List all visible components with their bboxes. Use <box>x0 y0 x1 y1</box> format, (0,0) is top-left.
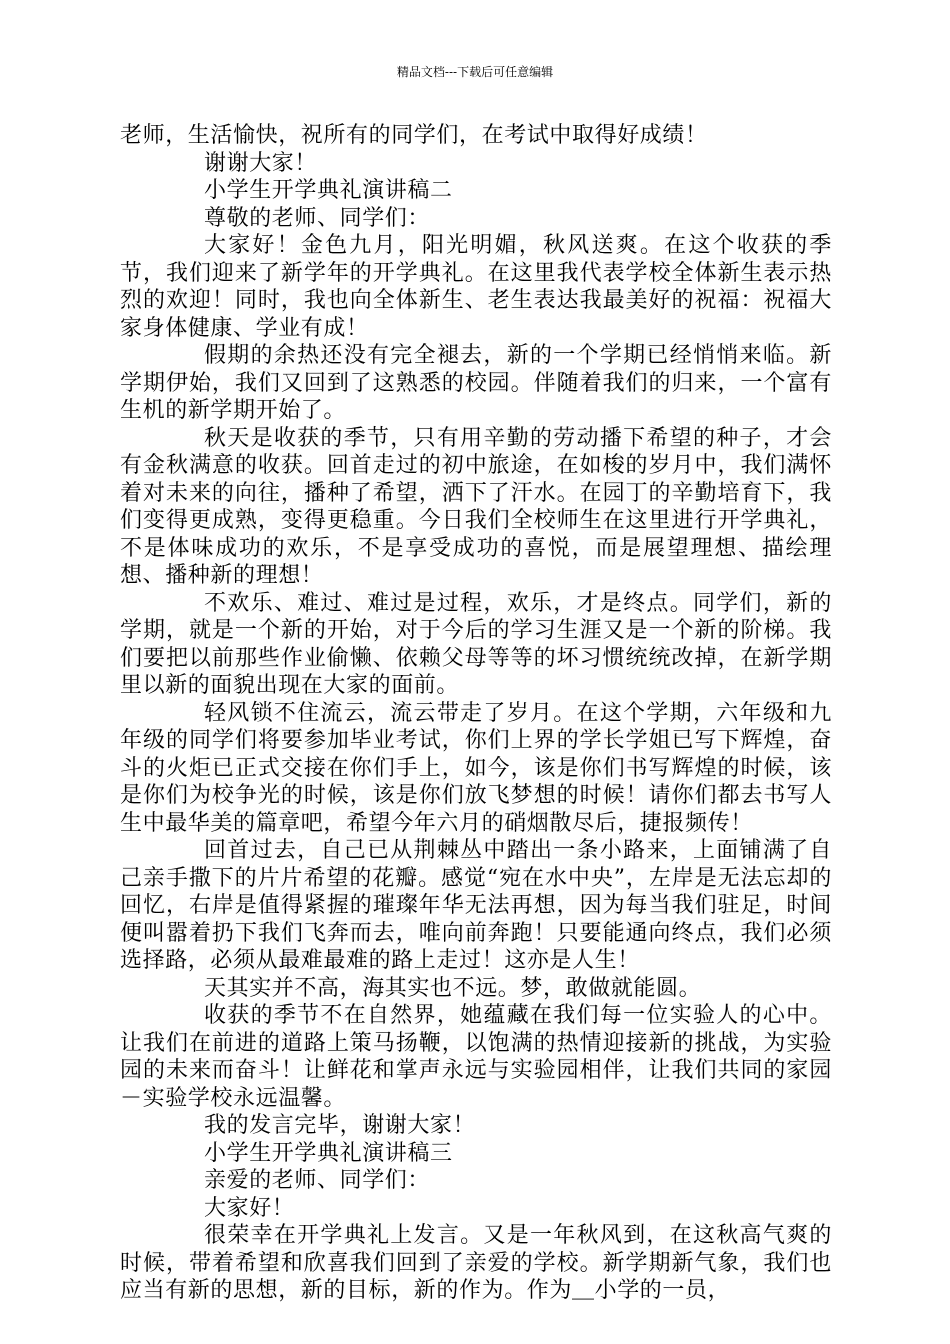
paragraph: 很荣幸在开学典礼上发言。又是一年秋风到，在这秋高气爽的时候，带着希望和欣喜我们回到了亲爱的学校。新学期新气象，我们也应当有新的思想，新的目标，新的作为。作为＿小学的一员， <box>120 1223 832 1303</box>
salutation: 尊敬的老师、同学们： <box>204 205 431 231</box>
paragraph: 天其实并不高，海其实也不远。梦，敢做就能圆。 <box>204 975 702 1001</box>
paragraph: 轻风锁不住流云，流云带走了岁月。在这个学期，六年级和九年级的同学们将要参加毕业考试，你们上界的学长学姐已写下辉煌，奋斗的火炬已正式交接在你们手上，如今，该是你们书写辉煌的时候，该是你们为校争光的时候，该是你们放飞梦想的时候！请你们都去书写人生中最华美的篇章吧，希望今年六月的硝烟散尽后，捷报频传！ <box>120 700 832 836</box>
section-title: 小学生开学典礼演讲稿三 <box>204 1140 453 1166</box>
page-header: 精品文档---下载后可任意编辑 <box>396 65 554 79</box>
section-title: 小学生开学典礼演讲稿二 <box>204 178 453 203</box>
document-body <box>120 122 832 1305</box>
paragraph: 谢谢大家！ <box>204 150 318 176</box>
paragraph: 大家好！金色九月，阳光明媚，秋风送爽。在这个收获的季节，我们迎来了新学年的开学典礼。在这里我代表学校全体新生表示热烈的欢迎！同时，我也向全体新生、老生表达我最美好的祝福：祝福大家身体健康、学业有成！ <box>120 233 832 341</box>
paragraph: 老师，生活愉快，祝所有的同学们，在考试中取得好成绩！ <box>120 123 708 148</box>
paragraph: 我的发言完毕，谢谢大家！ <box>204 1113 476 1138</box>
paragraph: 大家好！ <box>204 1195 295 1221</box>
paragraph: 收获的季节不在自然界，她蕴藏在我们每一位实验人的心中。让我们在前进的道路上策马扬鞭，以饱满的热情迎接新的挑战，为实验园的未来而奋斗！让鲜花和掌声永远与实验园相伴，让我们共同的家园－实验学校永远温馨。 <box>120 1003 832 1111</box>
paragraph: 假期的余热还没有完全褪去，新的一个学期已经悄悄来临。新学期伊始，我们又回到了这熟悉的校园。伴随着我们的归来，一个富有生机的新学期开始了。 <box>120 343 832 423</box>
paragraph: 回首过去，自己已从荆棘丛中踏出一条小路来，上面铺满了自己亲手撒下的片片希望的花瓣。感觉“宛在水中央”，左岸是无法忘却的回忆，右岸是值得紧握的璀璨年华无法再想，因为每当我们驻足，时间便叫嚣着扔下我们飞奔而去，唯向前奔跑！只要能通向终点，我们必须选择路，必须从最难最难的路上走过！这亦是人生！ <box>120 838 832 973</box>
salutation: 亲爱的老师、同学们： <box>204 1168 431 1193</box>
paragraph: 秋天是收获的季节，只有用辛勤的劳动播下希望的种子，才会有金秋满意的收获。回首走过的初中旅途，在如梭的岁月中，我们满怀着对未来的向往，播种了希望，洒下了汗水。在园丁的辛勤培育下，我们变得更成熟，变得更稳重。今日我们全校师生在这里进行开学典礼，不是体味成功的欢乐，不是享受成功的喜悦，而是展望理想、描绘理想、播种新的理想！ <box>120 425 832 588</box>
paragraph: 不欢乐、难过、难过是过程，欢乐，才是终点。同学们，新的学期，就是一个新的开始，对于今后的学习生涯又是一个新的阶梯。我们要把以前那些作业偷懒、依赖父母等等的坏习惯统统改掉，在新学期里以新的面貌出现在大家的面前。 <box>120 590 832 698</box>
